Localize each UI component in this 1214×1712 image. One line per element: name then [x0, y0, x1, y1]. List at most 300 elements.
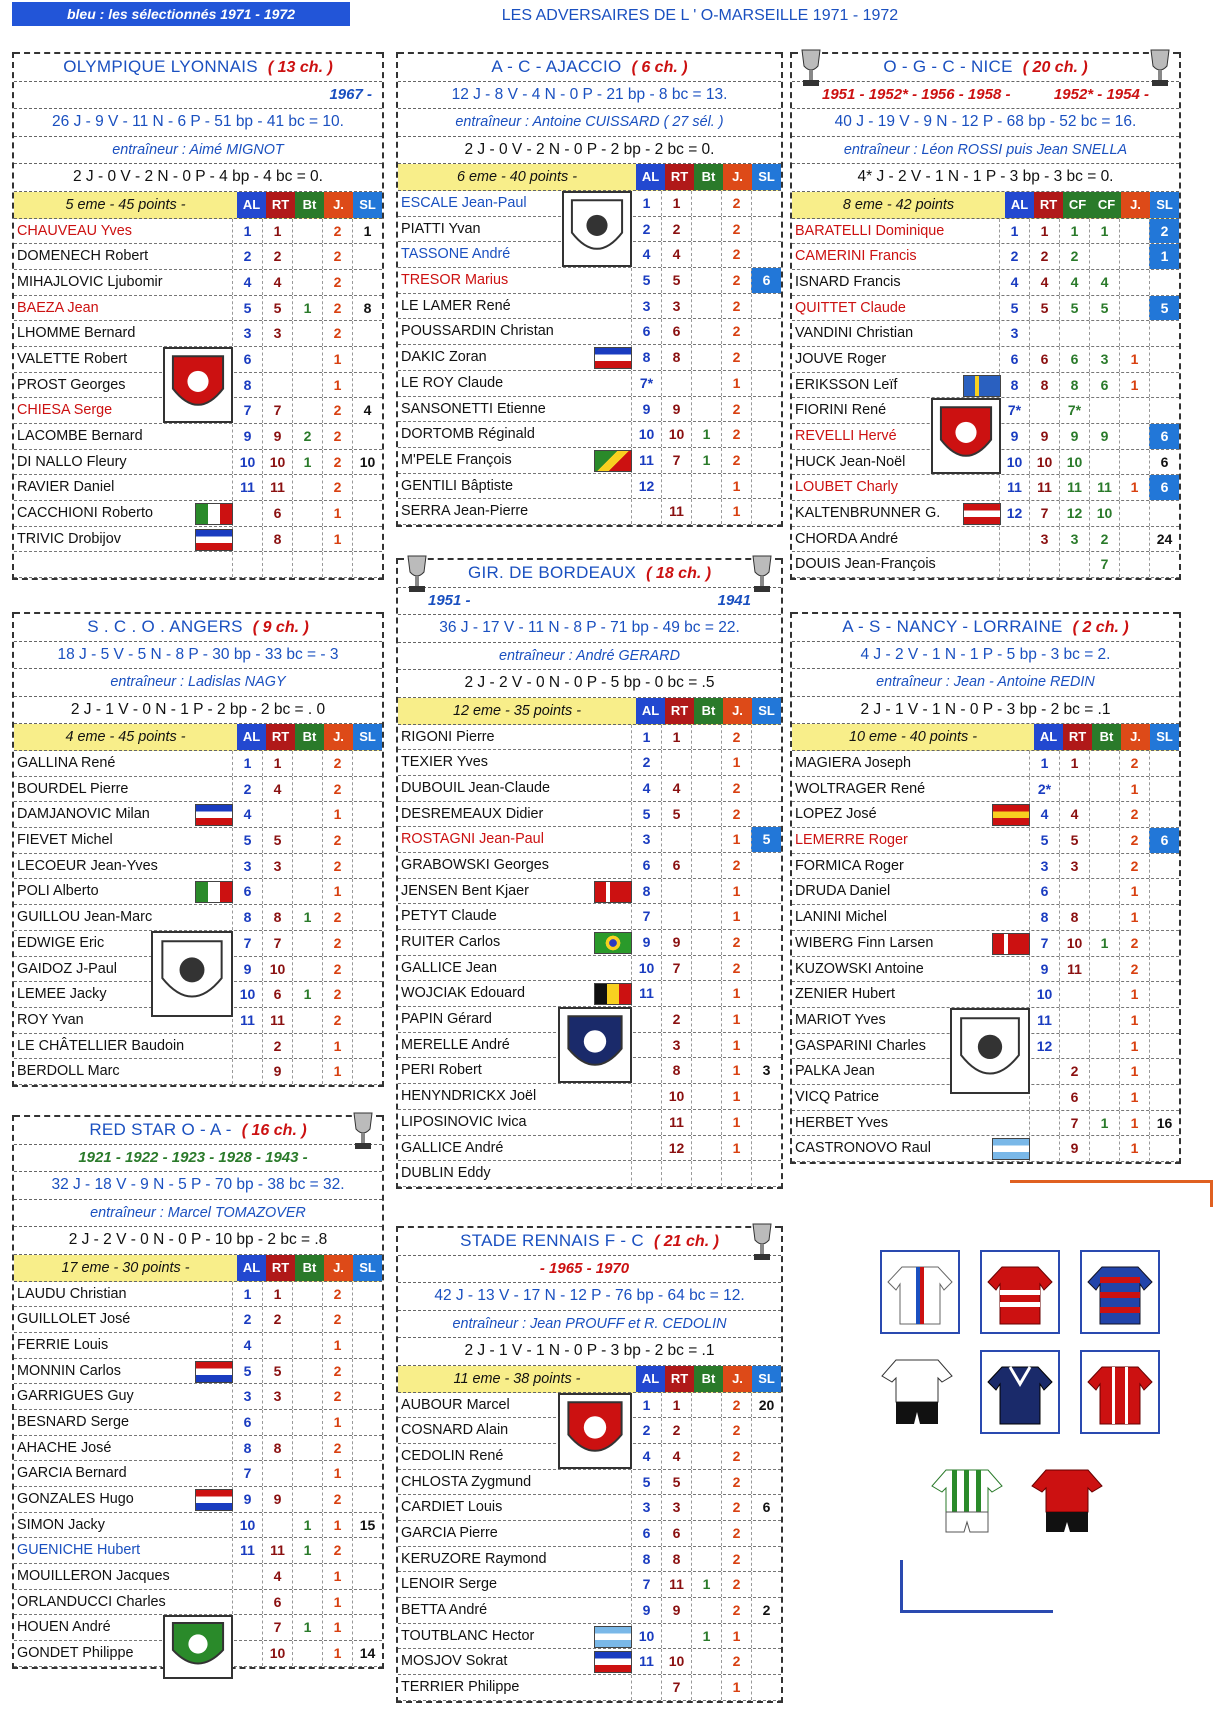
kit-angers	[980, 1350, 1060, 1434]
stat-sl	[1149, 1008, 1179, 1033]
versus-record: 2 J - 2 V - 0 N - 0 P - 10 bp - 2 bc = .8	[14, 1227, 382, 1255]
player-row	[792, 854, 1179, 880]
player-row	[398, 1675, 781, 1701]
stat-j	[1119, 424, 1149, 449]
stat-bt	[691, 474, 721, 499]
stat-rt: 10	[262, 957, 292, 982]
stat-j: 2	[721, 268, 751, 293]
stat-sl	[751, 371, 781, 396]
player-name: FORMICA Roger	[795, 857, 904, 874]
stat-al: 4	[232, 1333, 262, 1358]
stat-bt: 1	[1089, 1111, 1119, 1136]
stat-al: 4	[631, 1444, 661, 1469]
player-name: CARDIET Louis	[401, 1499, 503, 1516]
player-row	[14, 1461, 382, 1487]
player-name: BOURDEL Pierre	[17, 780, 129, 797]
stat-rt	[1029, 321, 1059, 346]
stat-sl: 15	[352, 1513, 382, 1538]
stat-rt	[262, 879, 292, 904]
stat-j: 1	[721, 1007, 751, 1032]
stat-al: 8	[999, 373, 1029, 398]
stat-sl: 6	[1149, 475, 1179, 500]
kit-nice	[1080, 1250, 1160, 1334]
stat-cf: 8	[1059, 373, 1089, 398]
stat-bt	[292, 244, 322, 269]
stat-j: 1	[721, 1033, 751, 1058]
player-row	[398, 1161, 781, 1187]
stat-bt	[691, 1033, 721, 1058]
stat-rt	[262, 552, 292, 577]
trophy-icon	[1147, 46, 1173, 90]
stat-sl	[751, 879, 781, 904]
stat-rt: 5	[262, 296, 292, 321]
stat-al: 2	[631, 750, 661, 775]
player-name: ESCALE Jean-Paul	[401, 195, 527, 211]
stat-cf: 4	[1089, 270, 1119, 295]
stat-rt: 10	[262, 1641, 292, 1666]
stat-rt: 11	[262, 1008, 292, 1033]
stat-j: 1	[322, 802, 352, 827]
col-header-sl: SL	[752, 698, 781, 724]
stat-bt	[1089, 828, 1119, 853]
stat-sl	[751, 1572, 781, 1597]
col-header-j: J.	[324, 1255, 353, 1281]
team-championships: ( 16 ch. )	[241, 1122, 307, 1139]
stat-sl	[1149, 957, 1179, 982]
stat-bt: 1	[292, 1513, 322, 1538]
player-name: POLI Alberto	[17, 883, 99, 900]
player-name: GASPARINI Charles	[795, 1037, 926, 1054]
col-header-bt: Bt	[694, 164, 723, 190]
player-name: FIORINI René	[795, 402, 887, 419]
stat-al: 8	[232, 373, 262, 398]
stat-j: 1	[721, 499, 751, 524]
stat-j: 2	[322, 321, 352, 346]
stat-cf: 3	[1059, 527, 1089, 552]
player-name: CAMERINI Francis	[795, 248, 917, 265]
stat-bt	[1089, 957, 1119, 982]
stat-sl: 20	[751, 1393, 781, 1418]
versus-record: 2 J - 0 V - 2 N - 0 P - 4 bp - 4 bc = 0.	[14, 164, 382, 192]
stat-bt	[292, 398, 322, 423]
stat-al: 6	[1029, 879, 1059, 904]
stat-rt: 4	[1029, 270, 1059, 295]
stat-rt: 6	[1029, 347, 1059, 372]
stat-rt: 12	[661, 1136, 691, 1161]
stat-bt	[292, 1487, 322, 1512]
player-row	[398, 725, 781, 751]
player-name: TEXIER Yves	[401, 754, 488, 771]
stat-bt	[1089, 854, 1119, 879]
player-name: MARIOT Yves	[795, 1011, 886, 1028]
team-record: 18 J - 5 V - 5 N - 8 P - 30 bp - 33 bc = - 3	[14, 642, 382, 670]
stat-rt: 7	[262, 931, 292, 956]
player-row	[14, 802, 382, 828]
player-row	[398, 1470, 781, 1496]
stat-sl	[1149, 931, 1179, 956]
stat-rt	[1029, 398, 1059, 423]
player-row	[792, 501, 1179, 527]
stat-al: 9	[232, 1487, 262, 1512]
stat-al: 11	[232, 475, 262, 500]
stat-al	[1029, 1136, 1059, 1161]
stat-j	[1119, 296, 1149, 321]
player-name: BARATELLI Dominique	[795, 222, 945, 239]
player-name: PAPIN Gérard	[401, 1011, 492, 1028]
stat-bt	[292, 931, 322, 956]
stat-cf: 2	[1059, 244, 1089, 269]
col-header-rt: RT	[665, 1366, 694, 1392]
stat-bt	[691, 802, 721, 827]
stat-j: 1	[721, 750, 751, 775]
team-coach: entraîneur : Antoine CUISSARD ( 27 sél. )	[398, 109, 781, 137]
stat-al: 2	[631, 1418, 661, 1443]
stat-rt: 9	[661, 1598, 691, 1623]
stat-sl: 8	[352, 296, 382, 321]
stat-sl	[352, 1461, 382, 1486]
stat-j: 2	[322, 1307, 352, 1332]
stat-j: 1	[322, 1410, 352, 1435]
player-row	[398, 1495, 781, 1521]
stat-bt	[292, 321, 322, 346]
player-row	[14, 1059, 382, 1085]
stat-al: 12	[999, 501, 1029, 526]
player-name: PERI Robert	[401, 1062, 482, 1079]
stat-rt	[661, 904, 691, 929]
stat-bt	[691, 930, 721, 955]
team-coach: entraîneur : André GERARD	[398, 643, 781, 671]
col-header-al: AL	[1034, 724, 1063, 750]
rank-header	[398, 1366, 781, 1393]
player-row	[14, 321, 382, 347]
player-name: GUILLOU Jean-Marc	[17, 909, 153, 926]
stat-al	[1029, 1085, 1059, 1110]
stat-al	[631, 1033, 661, 1058]
stat-rt: 11	[661, 499, 691, 524]
stat-sl	[352, 854, 382, 879]
stat-bt	[292, 879, 322, 904]
player-row	[14, 1564, 382, 1590]
stat-j: 2	[721, 294, 751, 319]
stat-j: 2	[322, 475, 352, 500]
stat-rt	[661, 1624, 691, 1649]
stat-rt	[1059, 982, 1089, 1007]
stat-bt	[691, 1393, 721, 1418]
stat-sl	[1149, 1034, 1179, 1059]
rank-label: 12 eme - 35 points -	[453, 702, 581, 719]
col-header-j: J.	[1121, 192, 1150, 218]
player-row	[792, 552, 1179, 578]
stat-sl: 2	[1149, 219, 1179, 244]
stat-al: 3	[1029, 854, 1059, 879]
stat-al: 2*	[1029, 777, 1059, 802]
stat-sl	[751, 499, 781, 524]
stat-al	[631, 1161, 661, 1186]
stat-j: 2	[721, 1470, 751, 1495]
stat-bt	[691, 217, 721, 242]
stat-j: 2	[322, 777, 352, 802]
player-name: ROY Yvan	[17, 1011, 84, 1028]
stat-bt: 1	[292, 1615, 322, 1640]
years-text: - 1965 - 1970	[539, 1259, 630, 1277]
country-flag-icon	[195, 529, 233, 551]
stat-sl: 24	[1149, 527, 1179, 552]
stat-bt	[292, 1590, 322, 1615]
stat-bt	[1089, 802, 1119, 827]
stat-j: 1	[721, 1058, 751, 1083]
stat-al	[232, 1615, 262, 1640]
stat-al: 9	[631, 1598, 661, 1623]
rank-header	[792, 192, 1179, 219]
stat-j: 2	[322, 982, 352, 1007]
player-row	[398, 499, 781, 525]
player-row	[398, 397, 781, 423]
stat-sl	[352, 1436, 382, 1461]
stat-j: 1	[1119, 982, 1149, 1007]
player-name: LOUBET Charly	[795, 479, 898, 496]
player-row	[792, 244, 1179, 270]
stat-j: 2	[322, 1487, 352, 1512]
col-header-sl: SL	[1150, 724, 1179, 750]
stat-bt: 2	[292, 424, 322, 449]
stat-j: 2	[721, 1572, 751, 1597]
stat-al	[232, 501, 262, 526]
stat-cf: 4	[1059, 270, 1089, 295]
team-name: A - S - NANCY - LORRAINE	[842, 617, 1063, 636]
team-championships: ( 13 ch. )	[267, 59, 333, 76]
stat-sl	[352, 552, 382, 577]
stat-al	[232, 527, 262, 552]
player-name: ROSTAGNI Jean-Paul	[401, 831, 544, 848]
player-name: LACOMBE Bernard	[17, 428, 143, 444]
player-name: LEMERRE Roger	[795, 832, 908, 849]
col-header-sl: SL	[1150, 192, 1179, 218]
stat-sl	[352, 1487, 382, 1512]
stat-j: 1	[1119, 879, 1149, 904]
player-name: LE LAMER René	[401, 297, 511, 314]
stat-al	[631, 499, 661, 524]
stat-j: 2	[721, 1547, 751, 1572]
stat-sl	[352, 1282, 382, 1307]
stat-j	[1119, 501, 1149, 526]
stat-bt	[1089, 1034, 1119, 1059]
stat-rt	[262, 347, 292, 372]
stat-rt: 9	[661, 397, 691, 422]
team-championships: ( 6 ch. )	[631, 59, 688, 76]
stat-j	[1119, 398, 1149, 423]
stat-rt	[661, 1161, 691, 1186]
stat-sl	[1149, 1085, 1179, 1110]
player-row	[398, 294, 781, 320]
player-row	[398, 802, 781, 828]
player-name: GRABOWSKI Georges	[401, 856, 549, 873]
rank-header	[14, 724, 382, 751]
stat-al: 10	[232, 982, 262, 1007]
stat-j: 1	[721, 879, 751, 904]
country-flag-icon	[195, 503, 233, 525]
player-row	[792, 1111, 1179, 1137]
stat-al	[631, 1136, 661, 1161]
stat-al: 2	[232, 1307, 262, 1332]
stat-bt	[292, 1034, 322, 1059]
stat-sl	[751, 217, 781, 242]
team-championships: ( 2 ch. )	[1072, 619, 1129, 636]
stat-al: 3	[631, 1495, 661, 1520]
col-header-bt: Bt	[295, 724, 324, 750]
team-years	[14, 1145, 382, 1173]
stat-sl	[751, 1161, 781, 1186]
team-record: 32 J - 18 V - 9 N - 5 P - 70 bp - 38 bc = 32.	[14, 1172, 382, 1200]
stat-al: 9	[1029, 957, 1059, 982]
player-name: LIPOSINOVIC Ivica	[401, 1113, 527, 1130]
player-name: PROST Georges	[17, 376, 126, 393]
stat-rt	[1059, 777, 1089, 802]
rank-header	[398, 164, 781, 191]
player-row	[398, 879, 781, 905]
stat-bt	[691, 242, 721, 267]
legend-banner: bleu : les sélectionnés 1971 - 1972	[12, 2, 350, 26]
stat-j: 1	[1119, 905, 1149, 930]
rank-label: 6 eme - 40 points -	[457, 169, 577, 185]
stat-rt: 3	[661, 294, 691, 319]
stat-al: 8	[1029, 905, 1059, 930]
player-name: MIHAJLOVIC Ljubomir	[17, 273, 163, 290]
stat-al: 6	[631, 853, 661, 878]
stat-al: 11	[999, 475, 1029, 500]
team-coach: entraîneur : Jean PROUFF et R. CEDOLIN	[398, 1311, 781, 1339]
stat-sl	[751, 1084, 781, 1109]
player-row	[398, 422, 781, 448]
stat-sl: 5	[1149, 296, 1179, 321]
col-header-al: AL	[1005, 192, 1034, 218]
player-name: DUBOUIL Jean-Claude	[401, 779, 551, 796]
stat-bt	[292, 1059, 322, 1084]
stat-al: 8	[232, 905, 262, 930]
stat-rt: 5	[1059, 828, 1089, 853]
rank-label: 8 eme - 42 points	[842, 196, 955, 213]
player-row	[14, 854, 382, 880]
stat-bt	[691, 191, 721, 216]
stat-rt: 1	[262, 219, 292, 244]
rank-header	[398, 698, 781, 725]
stat-j: 2	[721, 422, 751, 447]
stat-j: 2	[721, 930, 751, 955]
player-name: GARCIA Bernard	[17, 1465, 127, 1482]
stat-sl	[1149, 777, 1179, 802]
team-record: 12 J - 8 V - 4 N - 0 P - 21 bp - 8 bc = 13.	[398, 82, 781, 110]
stat-al: 9	[999, 424, 1029, 449]
stat-rt: 2	[661, 217, 691, 242]
stat-sl	[751, 1649, 781, 1674]
col-header-j: J.	[723, 164, 752, 190]
stat-al: 1	[999, 219, 1029, 244]
stat-al: 5	[232, 828, 262, 853]
stat-sl	[1149, 501, 1179, 526]
player-name: DI NALLO Fleury	[17, 453, 127, 470]
stat-sl	[352, 475, 382, 500]
stat-sl: 1	[352, 219, 382, 244]
player-row	[792, 931, 1179, 957]
stat-al: 1	[232, 1282, 262, 1307]
stat-cf	[1089, 398, 1119, 423]
stat-j: 1	[1119, 1008, 1149, 1033]
kit-lyon	[880, 1250, 960, 1334]
player-row	[14, 219, 382, 245]
player-name: SANSONETTI Etienne	[401, 400, 546, 417]
stat-j: 1	[1119, 475, 1149, 500]
stat-sl	[352, 1564, 382, 1589]
stat-rt: 7	[661, 956, 691, 981]
player-row	[398, 1649, 781, 1675]
stat-rt: 3	[262, 854, 292, 879]
team-record: 42 J - 13 V - 17 N - 12 P - 76 bp - 64 bc = 12.	[398, 1283, 781, 1311]
stat-j: 2	[322, 450, 352, 475]
stat-bt: 1	[292, 1538, 322, 1563]
player-row	[14, 475, 382, 501]
player-name: GALLINA René	[17, 755, 116, 771]
stat-rt	[262, 1410, 292, 1435]
player-name: CHIESA Serge	[17, 402, 113, 419]
player-name: LENOIR Serge	[401, 1576, 497, 1593]
stat-j: 1	[322, 1564, 352, 1589]
stat-rt: 11	[661, 1110, 691, 1135]
player-name: TRESOR Marius	[401, 272, 509, 289]
stat-bt	[292, 751, 322, 776]
stat-sl	[751, 191, 781, 216]
team-record: 36 J - 17 V - 11 N - 8 P - 71 bp - 49 bc = 22.	[398, 615, 781, 643]
stat-rt	[1059, 879, 1089, 904]
player-name: DOUIS Jean-François	[795, 556, 936, 573]
country-flag-icon	[594, 1651, 632, 1673]
stat-j: 2	[721, 725, 751, 750]
stat-al: 11	[232, 1008, 262, 1033]
player-row	[398, 1598, 781, 1624]
stat-rt: 1	[661, 191, 691, 216]
stat-rt: 8	[1029, 373, 1059, 398]
player-name: EDWIGE Eric	[17, 934, 105, 951]
player-name: BAEZA Jean	[17, 299, 99, 316]
stat-al: 1	[1029, 751, 1059, 776]
player-row	[398, 853, 781, 879]
player-name: LE ROY Claude	[401, 374, 504, 391]
stat-j: 1	[721, 371, 751, 396]
player-row	[792, 957, 1179, 983]
col-header-j: J.	[723, 698, 752, 724]
stat-al: 2	[232, 777, 262, 802]
team-coach: entraîneur : Aimé MIGNOT	[14, 137, 382, 165]
player-name: TASSONE André	[401, 246, 511, 263]
stat-bt	[691, 294, 721, 319]
stat-sl	[352, 777, 382, 802]
player-name: BETTA André	[401, 1602, 488, 1618]
player-name: CACCHIONI Roberto	[17, 505, 153, 522]
player-row	[14, 450, 382, 476]
stat-bt	[292, 1307, 322, 1332]
col-header-j: J.	[1121, 724, 1150, 750]
stat-j: 2	[1119, 854, 1149, 879]
stat-j: 1	[1119, 1059, 1149, 1084]
player-name: LE CHÂTELLIER Baudoin	[17, 1037, 185, 1054]
stat-j	[322, 552, 352, 577]
club-crest-icon	[931, 398, 1001, 474]
stat-rt: 1	[1029, 219, 1059, 244]
stat-j: 2	[721, 1444, 751, 1469]
stat-rt: 6	[661, 319, 691, 344]
stat-al: 2	[631, 217, 661, 242]
stat-rt: 1	[262, 751, 292, 776]
stat-bt	[691, 879, 721, 904]
stat-cf: 10	[1089, 501, 1119, 526]
